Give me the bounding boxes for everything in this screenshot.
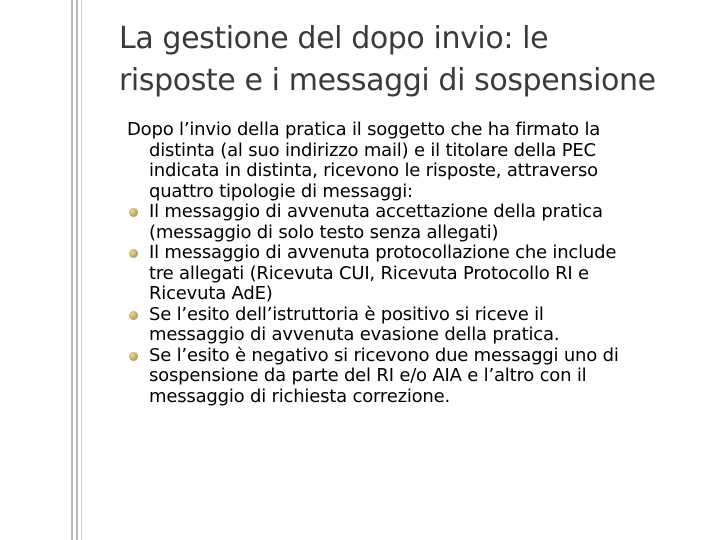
intro-paragraph — [127, 120, 697, 202]
slide-body — [127, 120, 697, 407]
bullet-dot-icon — [129, 352, 138, 361]
bullet-line: Il messaggio di avvenuta protocollazione che include — [149, 242, 617, 263]
bullet-line: Se l’esito dell’istruttoria è positivo si riceve il — [149, 303, 544, 325]
decorative-vertical-line — [76, 0, 78, 540]
intro-line: indicata in distinta, ricevono le risposte, attraverso — [149, 160, 598, 181]
bullet-dot-icon — [129, 311, 138, 320]
bullet-item — [127, 346, 697, 408]
bullet-line: (messaggio di solo testo senza allegati) — [149, 221, 499, 243]
bullet-dot-icon — [129, 208, 138, 217]
bullet-line: messaggio di richiesta correzione. — [149, 385, 451, 407]
bullet-item — [127, 243, 697, 305]
slide-title-line: risposte e i messaggi di sospensione — [119, 63, 656, 98]
bullet-dot-icon — [129, 249, 138, 258]
bullet-line: Il messaggio di avvenuta accettazione della pratica — [149, 201, 603, 222]
intro-line: quattro tipologie di messaggi: — [149, 180, 413, 202]
slide-title — [119, 18, 709, 102]
intro-line: Dopo l’invio della pratica il soggetto che ha firmato la — [127, 119, 601, 140]
bullet-item — [127, 305, 697, 346]
bullet-line: tre allegati (Ricevuta CUI, Ricevuta Protocollo RI e — [149, 262, 589, 284]
intro-line: distinta (al suo indirizzo mail) e il titolare della PEC — [149, 139, 596, 161]
decorative-vertical-line — [81, 0, 82, 540]
bullet-line: Ricevuta AdE) — [149, 283, 273, 304]
slide-title-line: La gestione del dopo invio: le — [119, 21, 549, 56]
bullet-line: Se l’esito è negativo si ricevono due messaggi uno di — [149, 344, 619, 366]
bullet-line: sospensione da parte del RI e/o AIA e l’altro con il — [149, 365, 587, 386]
bullet-line: messaggio di avvenuta evasione della pratica. — [149, 324, 560, 345]
bullet-item — [127, 202, 697, 243]
decorative-vertical-line — [71, 0, 73, 540]
